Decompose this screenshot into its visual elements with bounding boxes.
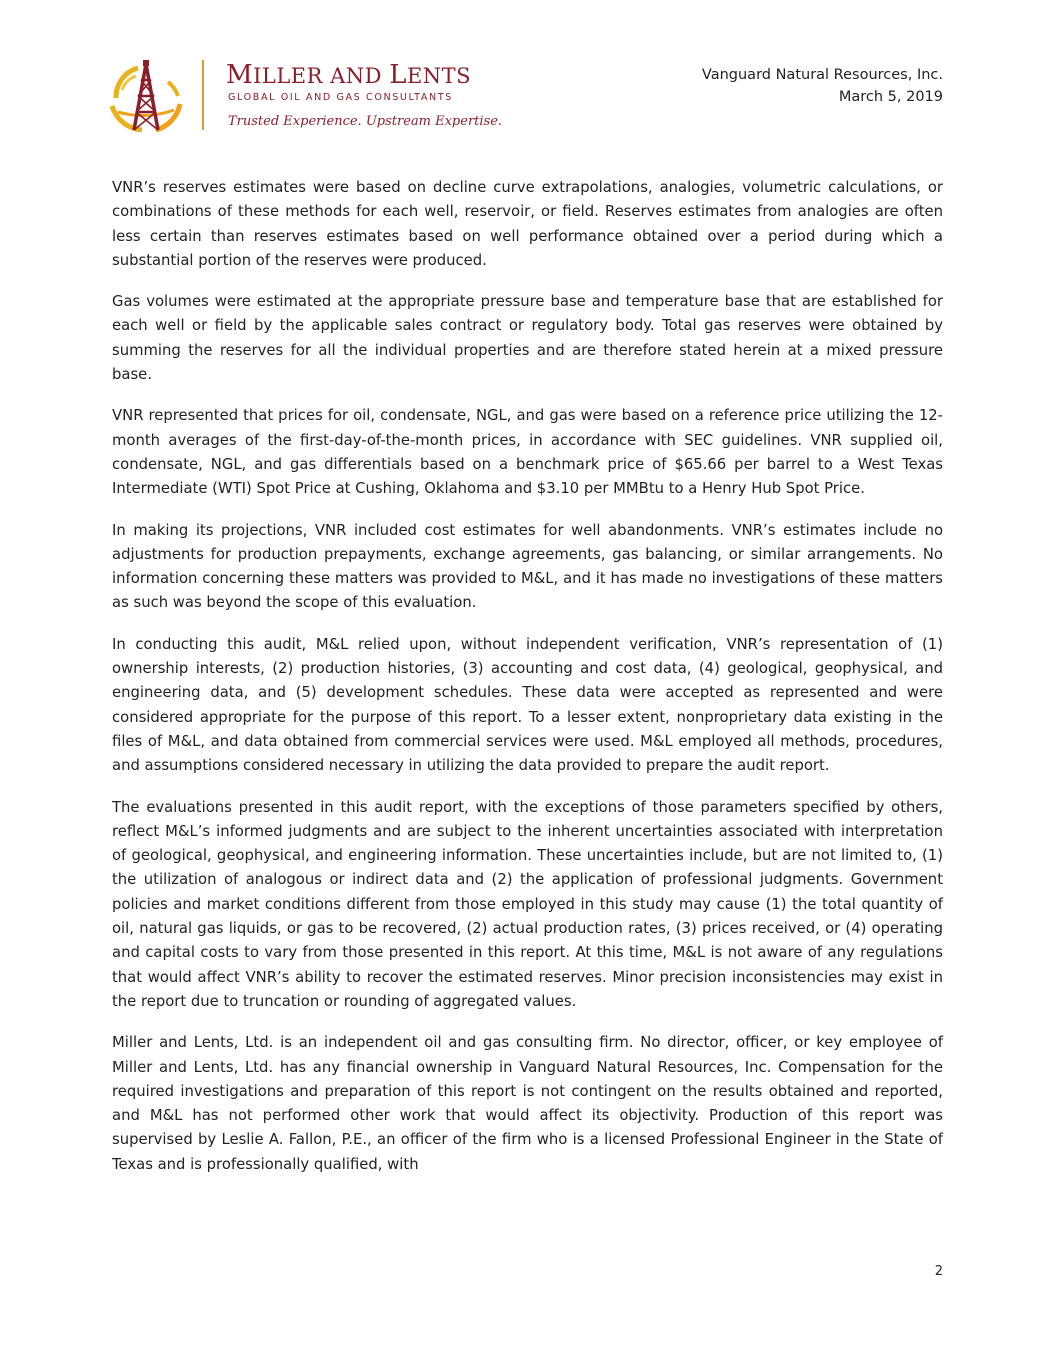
paragraph-projections: In making its projections, VNR included cost estimates for well abandonments. VNR’s estimates include no adjustments for production prepayments, exchange agreements, gas balancing, or similar arrangements. No information concerning these matters was provided to M&L, and it has made no investigations of these matters as such was beyond the scope of this evaluation. [112, 521, 943, 612]
logo-tagline: Trusted Experience. Upstream Expertise. [228, 114, 503, 129]
logo-company-name: MILLER AND LENTS [226, 60, 472, 90]
logo-divider [202, 60, 204, 130]
letter-body [112, 176, 943, 1194]
paragraph-audit-data: In conducting this audit, M&L relied upon, without independent verification, VNR’s representation of (1) ownership interests, (2) production histories, (3) accounting and cost data, (4) geological, geophysical, and engineering data, and (5) development schedules. These data were accepted as represented and were considered appropriate for the purpose of this report. To a lesser extent, nonproprietary data existing in the files of M&L, and data obtained from commercial services were used. M&L employed all methods, procedures, and assumptions considered necessary in utilizing the data provided to prepare the audit report. [112, 635, 943, 775]
paragraph-uncertainties: The evaluations presented in this audit report, with the exceptions of those parameters specified by others, reflect M&L’s informed judgments and are subject to the inherent uncertainties associated with interpretation of geological, geophysical, and engineering information. These uncertainties include, but are not limited to, (1) the utilization of analogous or indirect data and (2) the application of professional judgments. Government policies and market conditions different from those employed in this study may cause (1) the total quantity of oil, natural gas liquids, or gas to be recovered, (2) actual production rates, (3) prices received, or (4) operating and capital costs to vary from those presented in this report. At this time, M&L is not aware of any regulations that would affect VNR’s ability to recover the estimated reserves. Minor precision inconsistencies may exist in the report due to truncation or rounding of aggregated values. [112, 798, 943, 1010]
paragraph-prices: VNR represented that prices for oil, condensate, NGL, and gas were based on a reference price utilizing the 12-month averages of the first-day-of-the-month prices, in accordance with SEC guidelines. VNR supplied oil, condensate, NGL, and gas differentials based on a benchmark price of $65.66 per barrel to a West Texas Intermediate (WTI) Spot Price at Cushing, Oklahoma and $3.10 per MMBtu to a Henry Hub Spot Price. [112, 407, 943, 498]
client-name: Vanguard Natural Resources, Inc. [701, 67, 943, 83]
page-number: 2 [934, 1264, 943, 1279]
paragraph-methods: VNR’s reserves estimates were based on decline curve extrapolations, analogies, volumetric calculations, or combinations of these methods for each well, reservoir, or field. Reserves estimates from analogies are often less certain than reserves estimates based on well performance obtained over a period during which a substantial portion of the reserves were produced. [112, 179, 943, 269]
logo-subtitle: GLOBAL OIL AND GAS CONSULTANTS [228, 92, 453, 103]
company-logo [108, 56, 508, 136]
letter-header [702, 64, 943, 108]
paragraph-independence: Miller and Lents, Ltd. is an independent oil and gas consulting firm. No director, officer, or key employee of Miller and Lents, Ltd. has any financial ownership in Vanguard Natural Resources, Inc. Compensation for the required investigations and preparation of this report is not contingent on the results obtained and reported, and M&L has not performed other work that would affect its objectivity. Production of this report was supervised by Leslie A. Fallon, P.E., an officer of the firm who is a licensed Professional Engineer in the State of Texas and is professionally qualified, with [112, 1034, 943, 1173]
letter-date: March 5, 2019 [838, 89, 943, 105]
paragraph-gas-volumes: Gas volumes were estimated at the appropriate pressure base and temperature base that are established for each well or field by the applicable sales contract or regulatory body. Total gas reserves were obtained by summing the reserves for all the individual properties and are therefore stated herein at a mixed pressure base. [112, 293, 943, 384]
oil-derrick-globe-icon [108, 60, 184, 132]
